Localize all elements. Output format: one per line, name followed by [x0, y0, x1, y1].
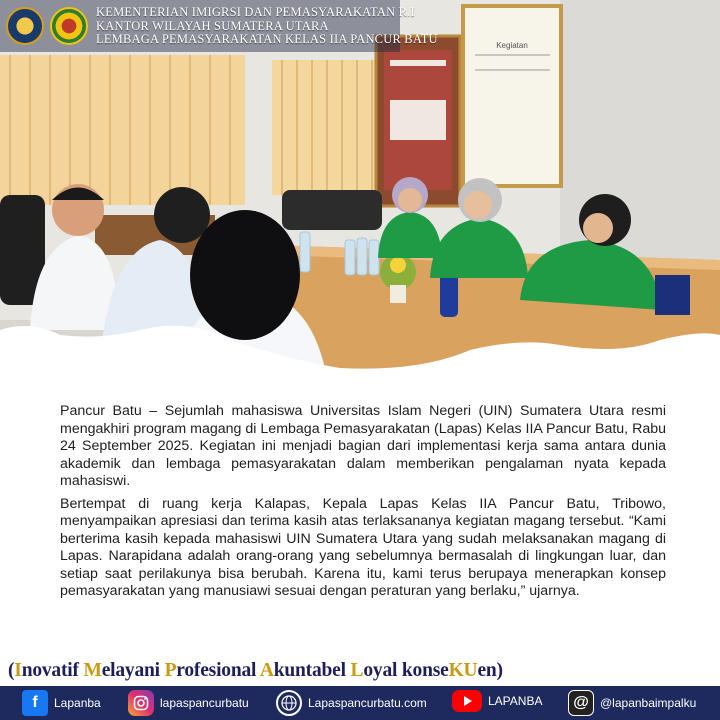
threads-link[interactable] [568, 690, 696, 716]
institution-motto [8, 660, 714, 682]
motto-letter-a: A [259, 660, 274, 681]
ministry-logo-icon [6, 7, 44, 45]
board-label: Kegiatan [496, 41, 528, 50]
header-line-3: LEMBAGA PEMASYARAKATAN KELAS IIA PANCUR BATU [96, 32, 438, 46]
motto-word-akuntabel: kuntabel [273, 660, 351, 681]
threads-handle: @lapanbaimpalku [600, 696, 697, 710]
social-footer [0, 686, 720, 720]
youtube-link[interactable] [452, 690, 542, 712]
motto-word-melayani: elayani [101, 660, 165, 681]
motto-word-inovatif: novatif [21, 660, 84, 681]
news-article [60, 403, 666, 606]
website-url: Lapaspancurbatu.com [308, 696, 427, 710]
motto-close: ) [496, 660, 503, 681]
instagram-handle: lapaspancurbatu [160, 696, 249, 710]
youtube-icon [452, 690, 482, 712]
motto-letters-ku: KU [448, 660, 478, 681]
header-line-2: KANTOR WILAYAH SUMATERA UTARA [96, 18, 329, 33]
window-blinds-right [272, 60, 377, 195]
website-link[interactable] [276, 690, 427, 716]
institution-name [96, 6, 438, 47]
instagram-link[interactable] [128, 690, 249, 716]
motto-letter-m: M [83, 660, 102, 681]
facebook-link[interactable] [22, 690, 101, 716]
article-paragraph-1: Pancur Batu – Sejumlah mahasiswa Universitas Islam Negeri (UIN) Sumatera Utara resmi mengakhiri program magang di Lembaga Pemasyarakatan (Lapas) Kelas IIA Pancur Batu, Rabu 24 September 2025. Kegiatan ini menjadi bagian dari implementasi kerja sama antara dunia akademik dan lembaga pemasyarakatan dalam memberikan pengalaman nyata kepada mahasiswi. [60, 403, 666, 489]
instagram-icon [128, 690, 154, 716]
motto-letter-l: L [350, 660, 364, 681]
motto-word-end: en [477, 660, 497, 681]
motto-word-profesional: rofesional [176, 660, 260, 681]
institution-header [0, 0, 438, 52]
facebook-icon: f [22, 690, 48, 716]
youtube-channel: LAPANBA [488, 694, 543, 708]
motto-letter-i: I [14, 660, 22, 681]
motto-letter-p: P [164, 660, 177, 681]
motto-word-loyal: oyal konse [363, 660, 449, 681]
pemasyarakatan-logo-icon [50, 7, 88, 45]
threads-icon: @ [568, 690, 594, 716]
website-icon [276, 690, 302, 716]
header-line-1: KEMENTERIAN IMIGRSI DAN PEMASYARAKATAN R.I [96, 5, 415, 19]
motto-open: ( [8, 660, 15, 681]
window-blinds-left [0, 55, 245, 205]
facebook-handle: Lapanba [54, 696, 101, 710]
article-paragraph-2: Bertempat di ruang kerja Kalapas, Kepala Lapas Kelas IIA Pancur Batu, Tribowo, menyampaikan apresiasi dan terima kasih atas terlaksananya kegiatan magang tersebut. “Kami berterima kasih kepada mahasiswi UIN Sumatera Utara yang sudah melaksanakan magang di Lapas. Narapidana adalah orang-orang yang sebelumnya bermasalah di lingkungan luar, dan setiap saat perilakunya bisa berubah. Karena itu, kami terus berupaya menerapkan konsep pemasyarakatan yang manusiawi sesuai dengan peraturan yang berlaku,” ujarnya. [60, 495, 666, 599]
